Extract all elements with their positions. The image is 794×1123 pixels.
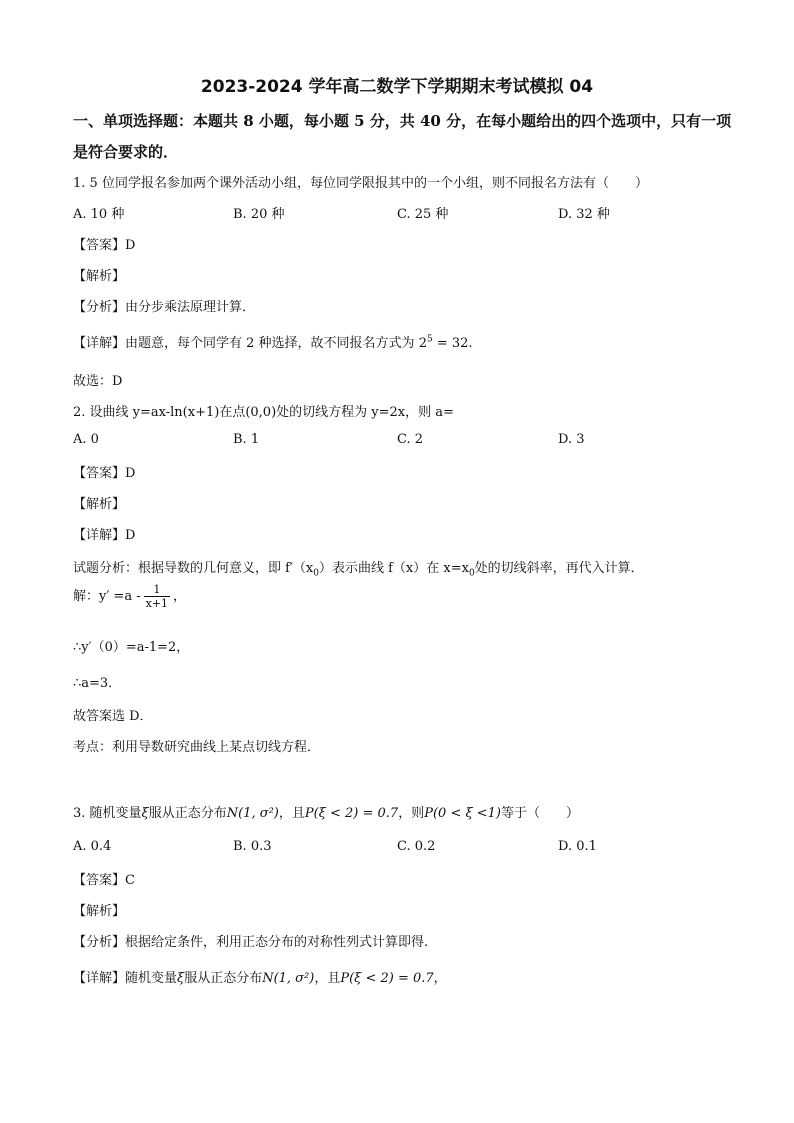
q3-fenxi: 【分析】根据给定条件，利用正态分布的对称性列式计算即得. — [73, 935, 429, 950]
q1-detail: 【详解】由题意，每个同学有 2 种选择，故不同报名方式为 $2^5 = 32$. — [73, 334, 473, 351]
q1-answer: 【答案】D — [73, 238, 136, 253]
q3-option-a: A. 0.4 — [73, 839, 112, 854]
q2-analysis: 【解析】 — [73, 497, 126, 512]
q1-analysis: 【解析】 — [73, 269, 126, 284]
section-heading: 一、单项选择题：本题共 8 小题，每小题 5 分，共 40 分，在每小题给出的四个选项中，只有一项是符合要求的． — [73, 112, 732, 161]
q3-option-c: C. 0.2 — [397, 839, 436, 854]
q2-solution: 解：y′ =a - $\frac{1}{x+1}$ ， — [73, 583, 187, 610]
q1-fenxi: 【分析】由分步乘法原理计算． — [73, 300, 256, 315]
q3-stem: 3. 随机变量ξ服从正态分布N(1, σ²)，且P(ξ < 2) = 0.7，则P(0 < ξ <1)等于（ ） — [73, 806, 580, 821]
q1-conclusion: 故选：D — [73, 374, 123, 389]
q1-option-b: B. 20 种 — [233, 207, 285, 222]
q2-option-b: B. 1 — [233, 432, 260, 447]
q3-answer: 【答案】C — [73, 873, 135, 888]
q3-analysis: 【解析】 — [73, 904, 126, 919]
q2-shiti: 试题分析：根据导数的几何意义，即 $f'(x_0)$表示曲线 f（x）在 $x=x_0$处的切线斜率，再代入计算． — [73, 561, 644, 579]
q2-stem: 2. 设曲线 y=ax-ln(x+1)在点(0,0)处的切线方程为 y=2x，则 a= — [73, 405, 454, 420]
q1-option-c: C. 25 种 — [397, 207, 449, 222]
q2-choose: 故答案选 D． — [73, 709, 153, 724]
q1-option-d: D. 32 种 — [558, 207, 610, 222]
q1-stem: 1. 5 位同学报名参加两个课外活动小组，每位同学限报其中的一个小组，则不同报名方法有（ ） — [73, 176, 648, 191]
q3-detail: 【详解】随机变量ξ服从正态分布N(1, σ²)，且P(ξ < 2) = 0.7， — [73, 971, 447, 986]
q2-kaodian: 考点：利用导数研究曲线上某点切线方程． — [73, 740, 321, 755]
q2-step2: ∴a=3． — [73, 676, 122, 691]
q2-detail: 【详解】D — [73, 528, 136, 543]
q2-answer: 【答案】D — [73, 466, 136, 481]
q2-step1: ∴y′（0）=a-1=2， — [73, 640, 190, 655]
q3-option-d: D. 0.1 — [558, 839, 597, 854]
fraction: $\frac{1}{x+1}$ — [145, 583, 169, 610]
q2-option-d: D. 3 — [558, 432, 585, 447]
q2-option-a: A. 0 — [73, 432, 99, 447]
q1-option-a: A. 10 种 — [73, 207, 125, 222]
page-title: 2023-2024 学年高二数学下学期期末考试模拟 04 — [200, 77, 594, 97]
q3-option-b: B. 0.3 — [233, 839, 272, 854]
q2-option-c: C. 2 — [397, 432, 424, 447]
